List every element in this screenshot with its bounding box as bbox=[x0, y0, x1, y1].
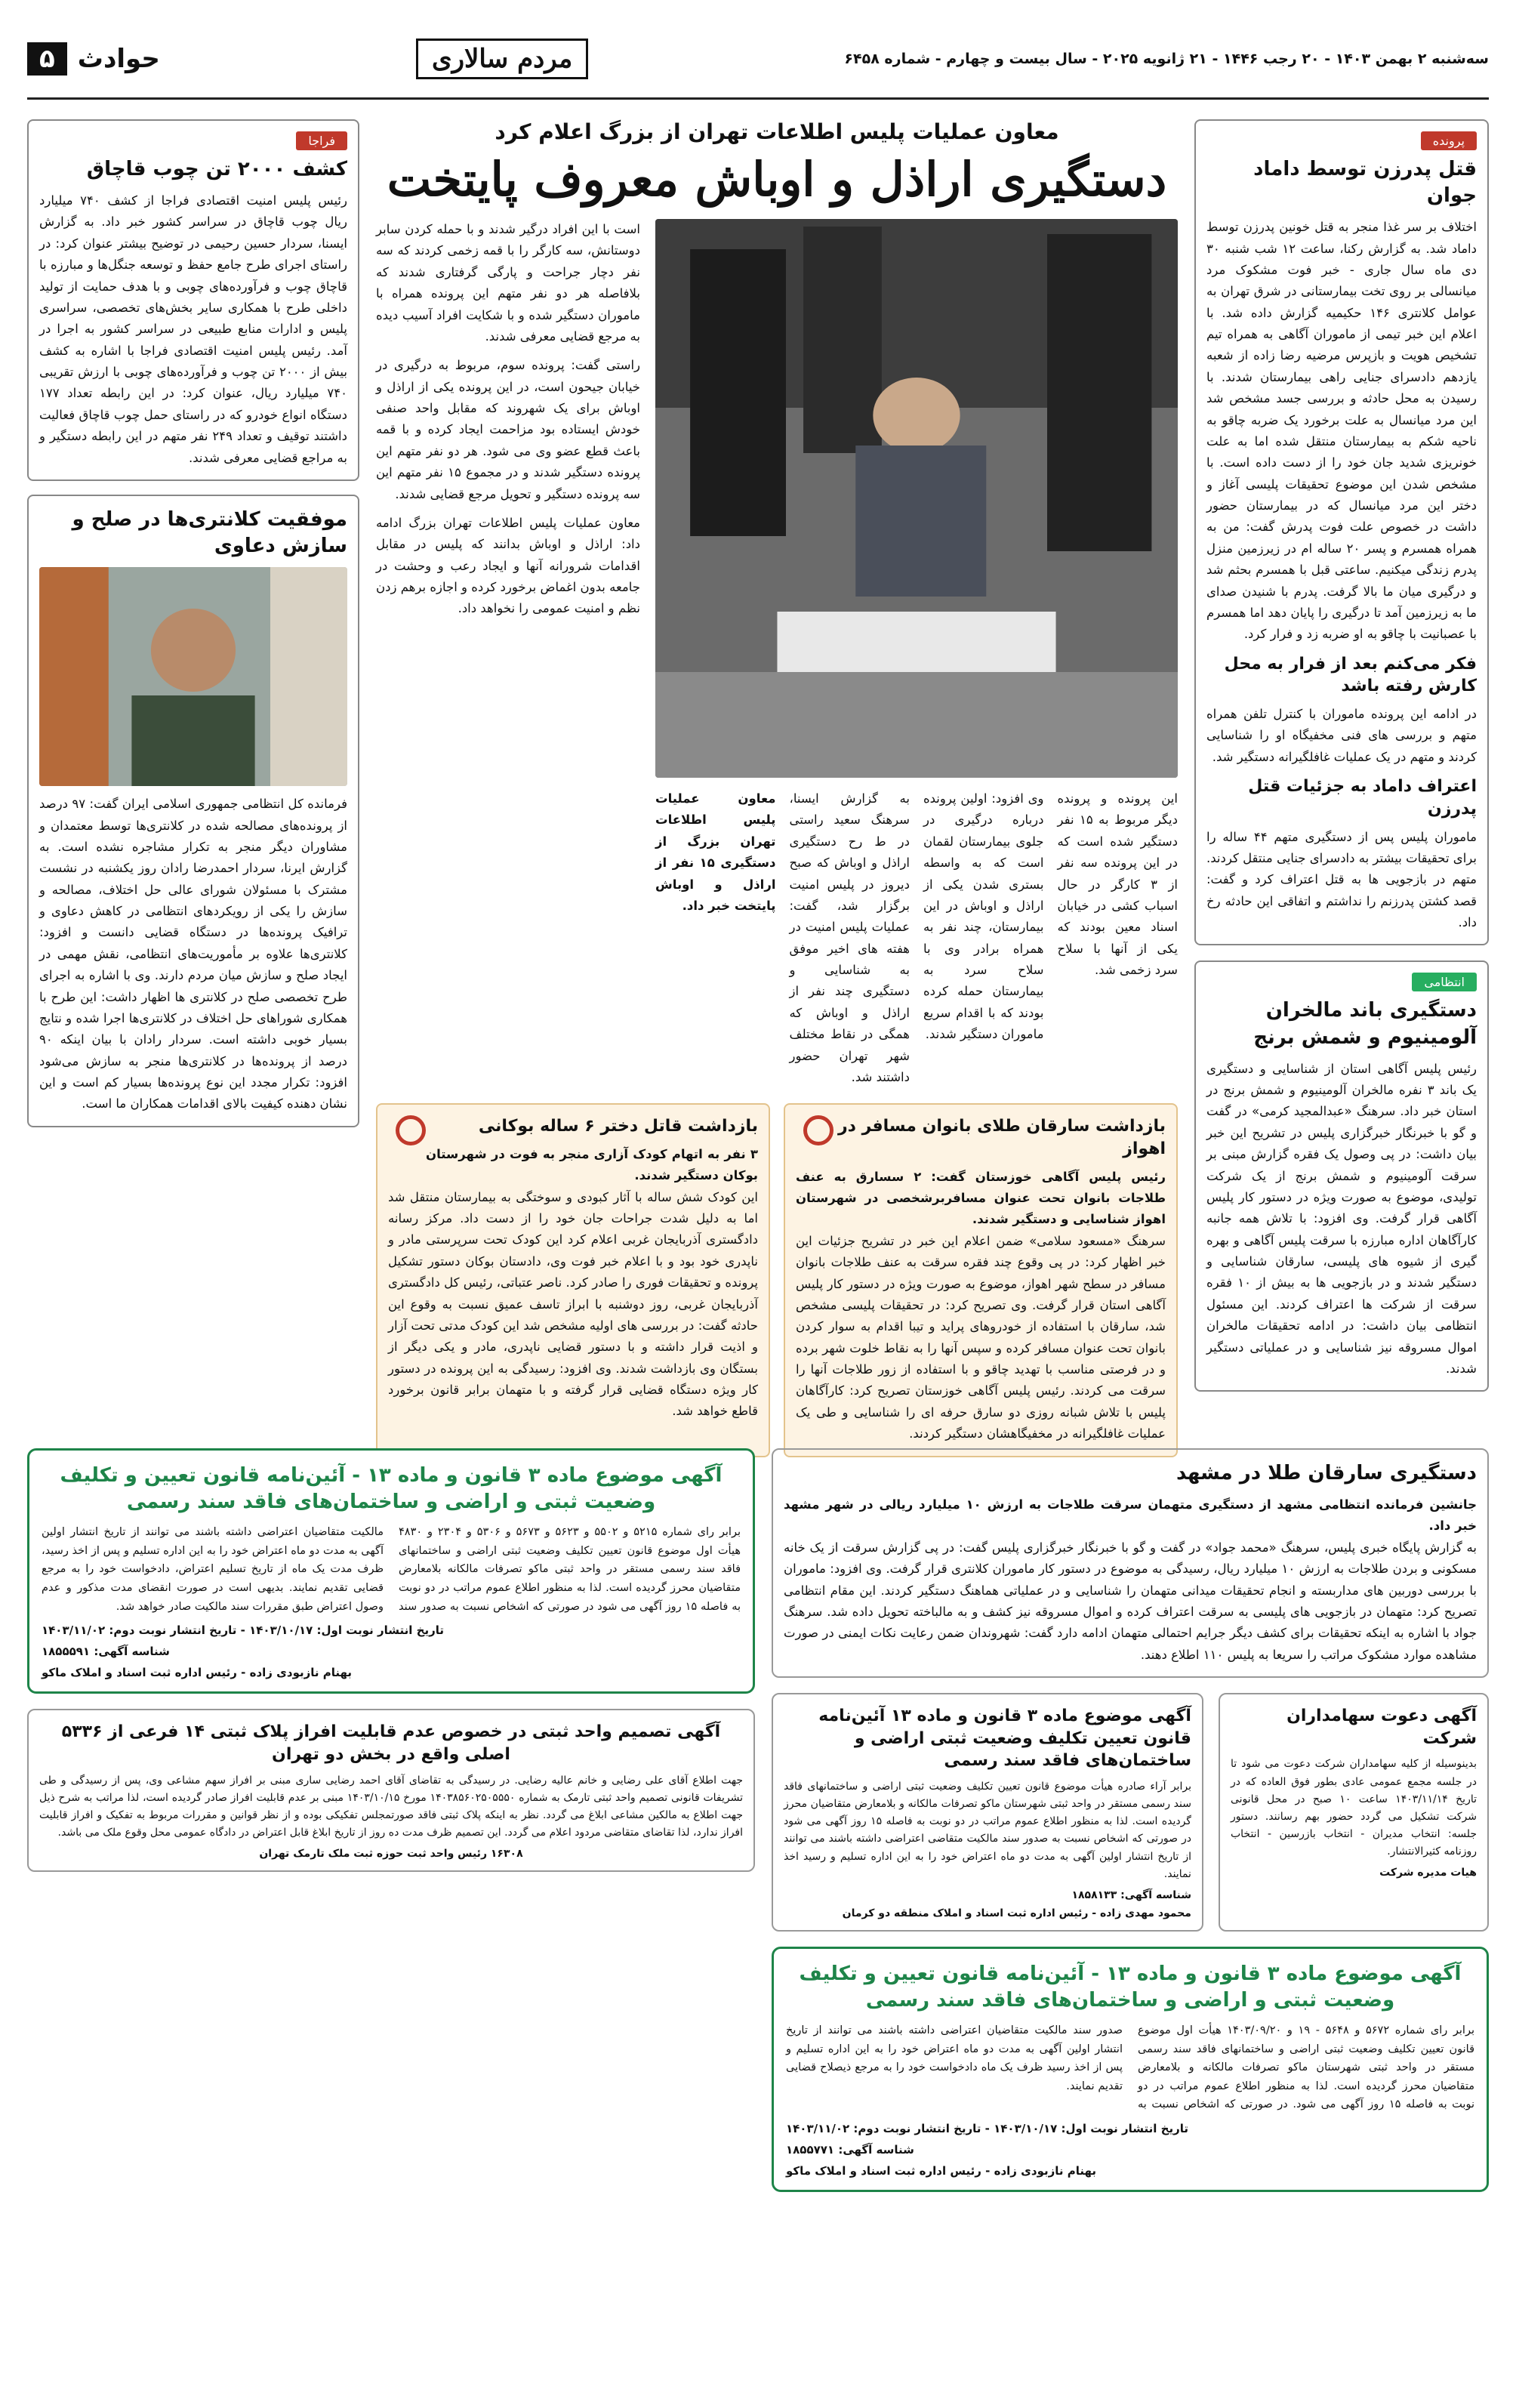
portrait-illustration bbox=[39, 567, 347, 786]
story-son-in-law bbox=[1194, 119, 1489, 945]
ad-registration-maku bbox=[27, 1448, 755, 1694]
story-body: رئیس پلیس آگاهی استان از شناسایی و دستگیری یک باند ۳ نفره مالخران آلومینیوم و شمش برنج در استان خبر داد. سرهنگ «عبدالمجید کرمی» در گفت و گو با خبرنگار خبرگزاری پلیس در تشریح این خبر بیان داشت: در پی وصول یک فقره گزارش مبنی بر سرقت آلومینیوم و شمش برنج از یک شرکت تولیدی، موضوع به صورت ویژه در دستور کار پلیس آگاهی قرار گرفت. وی افزود: با تلاش همه جانبه کارآگاهان اداره مبارزه با سرقت پلیس آگاهی و بهره گیری از شیوه های پلیسی، سارقان شناسایی و دستگیر شدند و در بازجویی ها به بیش از ۱۰ فقره سرقت از شرکت ها اعتراف کردند. این مسئول انتظامی بیان داشت: در ادامه تحقیقات مالخران اموال مسروقه نیز شناسایی و در عملیاتی دستگیر شدند. bbox=[1206, 1061, 1477, 1376]
story-body: رئیس پلیس امنیت اقتصادی فراجا از کشف ۷۴۰ میلیارد ریال چوب قاچاق در سراسر کشور خبر داد. به گزارش ایسنا، سردار حسین رحیمی در توضیح بیشتر عنوان کرد: در راستای اجرای طرح جامع حفظ و توسعه جنگل‌ها و مبارزه با قاچاق چوب و فرآورده‌های چوبی و با هدف حمایت از تولید داخلی طرح با همکاری سایر بخش‌های تخصصی، سراسری پلیس و ادارات منابع طبیعی در سراسر کشور به اجرا در آمد. رئیس پلیس امنیت اقتصادی فراجا با اشاره به کشف بیش از ۲۰۰۰ تن چوب و فرآورده‌های چوبی با ارزش تقریبی ۷۴۰ میلیارد ریال، عنوان کرد: در این رابطه تعداد ۱۷۷ دستگاه انواع خودرو که در راستای حمل چوب قاچاق فعالیت داشتند توقیف و تعداد ۲۴۹ نفر متهم در این رابطه دستگیر و به مراجع قضایی معرفی شدند. bbox=[39, 193, 347, 465]
ad-code: شناسه آگهی: ۱۸۵۸۱۳۳ bbox=[1071, 1888, 1191, 1901]
lead-side-b: راستی گفت: پرونده سوم، مربوط به درگیری در خیابان جیحون است، در این پرونده یکی از اراذل و اوباش برای یک شهروند که مقابل واحد صنفی خودش ایستاده بود مزاحمت ایجاد کرده و با قمه باعث قطع عضو وی می شود. هر دو نفر متهم این پرونده دستگیر شدند و در مجموع ۱۵ نفر متهم این سه پرونده دستگیر و تحویل مرجع قضایی شدند. bbox=[376, 358, 640, 501]
story-subtitle-2: اعتراف داماد به جزئیات قتل پدرزن bbox=[1248, 777, 1477, 819]
ad-signature: بهنام نازبودی زاده - رئیس اداره ثبت اسناد و املاک ماکو bbox=[42, 1666, 353, 1680]
upper-grid bbox=[27, 119, 1489, 1441]
story-title: بازداشت سارقان طلای بانوان مسافر در اهواز bbox=[837, 1117, 1166, 1158]
ad-registration-maku-2 bbox=[772, 1947, 1489, 2192]
ad-signature: بهنام نازبودی زاده - رئیس اداره ثبت اسناد و املاک ماکو bbox=[786, 2164, 1097, 2178]
story-ahvaz bbox=[784, 1103, 1178, 1457]
lead-col-c: وی افزود: اولین پرونده درباره درگیری در جلوی بیمارستان لقمان است که به واسطه بستری شدن یکی از اراذل و اوباش در این بیمارستان، چند نفر به همراه برادر وی با سلاح سرد به بیمارستان حمله کرده بودند که با اقدام سریع ماموران دستگیر شدند. bbox=[923, 791, 1044, 1042]
story-body: اختلاف بر سر غذا منجر به قتل خونین پدرزن توسط داماد شد. به گزارش رکنا، ساعت ۱۲ شب شنبه ۳۰ دی ماه سال جاری - خبر فوت مشکوک مرد میانسالی بر روی تخت بیمارستانی در شرق تهران به عوامل کلانتری ۱۴۶ حکیمیه گزارش داده شد. با اعلام این خبر تیمی از ماموران آگاهی به همراه تیم تشخیص هویت و بازپرس مرضیه رضا زاده از شعبه یازدهم دادسرای جنایی راهی بیمارستان شدند. با رسیدن به محل حادثه و بررسی جسد مشخص شد این مرد میانسال به علت برخورد یک ضربه چاقو به ناحیه شکم به بیمارستان منتقل شده اما به علت خونریزی شدید جان خود را از دست داده است. با مشخص شدن این موضوع تحقیقات پلیسی آغاز و دختر این مرد میانسال که در بیمارستان حضور داشت در خصوص علت فوت پدرش گفت: من به همراه همسرم و پسر ۲۰ ساله ام در زیرزمین منزل پدرم زندگی میکنیم. ساعتی قبل با همسرم بحثم شد و درگیری میان ما بالا گرفت. پدرم با شنیدن صدای ما به زیرزمین آمد تا درگیری را پایان دهد اما همسرم با عصبانیت با چاقو به او ضربه زد و فرار کرد. bbox=[1206, 220, 1477, 642]
date-line: سه‌شنبه ۲ بهمن ۱۴۰۳ - ۲۰ رجب ۱۴۴۶ - ۲۱ ژانویه ۲۰۲۵ - سال بیست و چهارم - شماره ۶۴۵۸ bbox=[844, 50, 1489, 67]
lead-columns bbox=[655, 788, 1178, 1088]
right-column bbox=[1194, 119, 1489, 1426]
story-sub-body: در ادامه این پرونده ماموران با کنترل تلفن همراه متهم و بررسی های فنی مخفیگاه او را شناسایی کردند و متهم در یک عملیات غافلگیرانه دستگیر شد. bbox=[1206, 707, 1477, 764]
lead-wrap bbox=[376, 219, 1178, 1088]
left-column bbox=[27, 119, 359, 1426]
story-aluminium-gang bbox=[1194, 960, 1489, 1392]
lower-ads-row bbox=[772, 1693, 1489, 1932]
ad-registration-kerman bbox=[772, 1693, 1203, 1932]
ad-dates: تاریخ انتشار نوبت اول: ۱۴۰۳/۱۰/۱۷ - تاریخ انتشار نوبت دوم: ۱۴۰۳/۱۱/۰۲ bbox=[42, 1623, 444, 1638]
arrest-photo-illustration bbox=[655, 219, 1178, 778]
pin-icon bbox=[396, 1115, 426, 1145]
story-title: موفقیت کلانتری‌ها در صلح و سازش دعاوی bbox=[72, 507, 347, 558]
ad-signature: هیات مدیره شرکت bbox=[1379, 1867, 1477, 1879]
lead-side-text bbox=[376, 219, 640, 1088]
story-title: دستگیری سارقان طلا در مشهد bbox=[1176, 1462, 1477, 1485]
lower-grid bbox=[27, 1448, 1489, 2408]
ad-title: آگهی موضوع ماده ۳ قانون و ماده ۱۳ - آئین‌نامه قانون تعیین و تکلیف وضعیت ثبتی و اراضی و ساختمان‌های فاقد سند رسمی bbox=[60, 1464, 723, 1514]
ad-title: آگهی موضوع ماده ۳ قانون و ماده ۱۳ - آئین‌نامه قانون تعیین و تکلیف وضعیت ثبتی و اراضی و ساختمان‌های فاقد سند رسمی bbox=[799, 1962, 1462, 2012]
logo-text: مردم سالاری bbox=[416, 39, 588, 79]
ad-title: آگهی دعوت سهامداران شرکت bbox=[1286, 1707, 1477, 1748]
lower-left-column bbox=[27, 1448, 755, 2408]
lower-right-row bbox=[772, 1448, 1489, 1678]
story-wood-smuggling bbox=[27, 119, 359, 481]
section-name: حوادث bbox=[77, 43, 160, 74]
ad-title: آگهی تصمیم واحد ثبتی در خصوص عدم قابلیت افراز پلاک ثبتی ۱۴ فرعی از ۵۳۳۶ اصلی واقع در بخش دو تهران bbox=[61, 1722, 721, 1765]
ad-signature: ۱۶۳۰۸ رئیس واحد ثبت حوزه ثبت ملک تارمک تهران bbox=[259, 1848, 523, 1861]
kicker-badge: پرونده bbox=[1421, 131, 1477, 150]
story-body: به گزارش پایگاه خبری پلیس، سرهنگ «محمد جواد» در گفت و گو با خبرنگار خبرگزاری پلیس گفت: در پی گزارش سرقت از یک خانه مسکونی و بردن طلاجات به ارزش ۱۰ میلیارد ریال، رسیدگی به موضوع در دستور کار ماموران کلانتری قرار گرفت. وی افزود: ماموران با بررسی دوربین های مداربسته و انجام تحقیقات میدانی متهمان را شناسایی و در عملیاتی هماهنگ دستگیر کردند. این مقام انتظامی تصریح کرد: متهمان در بازجویی های پلیسی به سرقت اعتراف کرده و اموال مسروقه نیز کشف و به مالباخته تحویل داده شد. سرهنگ جواد با اشاره به اینکه تحقیقات برای کشف دیگر جرایم احتمالی متهمان ادامه دارد گفت: شهروندان ضمن رعایت نکات ایمنی در صورت مشاهده موارد مشکوک مراتب را سریعا به پلیس ۱۱۰ اطلاع دهند. bbox=[784, 1540, 1477, 1662]
story-bukan bbox=[376, 1103, 770, 1457]
story-police-mediation bbox=[27, 495, 359, 1127]
ad-title: آگهی موضوع ماده ۳ قانون و ماده ۱۳ آئین‌نامه قانون تعیین تکلیف وضعیت ثبتی اراضی و ساختمان‌های فاقد سند رسمی bbox=[818, 1707, 1191, 1771]
story-title: کشف ۲۰۰۰ تن چوب قاچاق bbox=[86, 158, 347, 180]
story-sub-body-2: ماموران پلیس پس از دستگیری متهم ۴۴ ساله را برای تحقیقات بیشتر به دادسرای جنایی منتقل کردند. متهم در بازجویی ها به قتل اعتراف کرد و گفت: قصد کشتن پدرزنم را نداشتم و اتفاقی این حادثه رخ داد. bbox=[1206, 829, 1477, 930]
lead-side-c: معاون عملیات پلیس اطلاعات تهران بزرگ ادامه داد: اراذل و اوباش بدانند که پلیس در مقابل اقدامات شرورانه آنها و ایجاد رعب و وحشت در جامعه بدون اغماض برخورد کرده و اجازه برهم زدن نظم و امنیت عمومی را نخواهد داد. bbox=[376, 515, 640, 616]
ad-partition-tehran bbox=[27, 1709, 755, 1872]
masthead bbox=[27, 30, 1489, 100]
ad-body: برابر آراء صادره هیأت موضوع قانون تعیین تکلیف وضعیت ثبتی اراضی و ساختمانهای فاقد سند رسمی مستقر در واحد ثبتی شهرستان ماکو تصرفات مالکانه و بلامعارض متقاضیان محرز گردیده است. لذا به منظور اطلاع عموم مراتب در دو نوبت به فاصله ۱۵ روز آگهی می شود در صورتی که اشخاص نسبت به صدور سند مالکیت متقاضی اعتراضی داشته باشند می توانند از تاریخ انتشار اولین آگهی به مدت دو ماه اعتراض خود را به این اداره تسلیم و رسید اخذ نمایند. bbox=[784, 1781, 1191, 1880]
police-chief-photo bbox=[39, 567, 347, 786]
lead-col-d: این پرونده و پرونده دیگر مربوط به ۱۵ نفر دستگیر شده است که در این پرونده سه نفر از ۳ کارگر در حال اسباب کشی در خیابان اسناد معین بودند که یکی از آنها با سلاح سرد زخمی شد. bbox=[1057, 791, 1178, 977]
lead-title: دستگیری اراذل و اوباش معروف پایتخت bbox=[387, 152, 1167, 207]
ad-body: برابر رای شماره ۵۲۱۵ و ۵۵۰۲ و ۵۶۲۳ و ۵۶۷۳ و ۵۳۰۶ و ۲۳۰۴ و ۴۸۳۰ هیأت اول موضوع قانون تعیین تکلیف وضعیت ثبتی اراضی و ساختمانهای فاقد سند رسمی مستقر در واحد ثبتی ماکو تصرفات مالکانه بلامعارض متقاضیان محرز گردیده است. لذا به منظور اطلاع عموم مراتب در دو نوبت به فاصله ۱۵ روز آگهی می شود در صورتی که اشخاص نسبت به صدور سند مالکیت متقاضیان اعتراضی داشته باشند می توانند از تاریخ انتشار اولین آگهی به مدت دو ماه اعتراض خود را به این اداره تسلیم و پس از اخذ رسید، ظرف مدت یک ماه از تاریخ تسلیم اعتراض، دادخواست خود را به مرجع قضایی تقدیم نمایند. بدیهی است در صورت انقضای مدت مذکور و عدم وصول اعتراض طبق مقررات سند مالکیت صادر خواهد شد. bbox=[42, 1526, 741, 1613]
ad-code: شناسه آگهی: ۱۸۵۵۷۷۱ bbox=[786, 2143, 914, 2157]
ad-signature: محمود مهدی زاده - رئیس اداره ثبت اسناد و املاک منطقه دو کرمان bbox=[842, 1907, 1191, 1919]
lead-sup-title: معاون عملیات پلیس اطلاعات تهران از بزرگ اعلام کرد bbox=[495, 119, 1059, 144]
ad-shareholders bbox=[1219, 1693, 1489, 1932]
page-number: ۵ bbox=[27, 42, 67, 76]
lead-media bbox=[655, 219, 1178, 1088]
ad-code: شناسه آگهی: ۱۸۵۵۵۹۱ bbox=[42, 1645, 170, 1659]
ad-dates: تاریخ انتشار نوبت اول: ۱۴۰۳/۱۰/۱۷ - تاریخ انتشار نوبت دوم: ۱۴۰۳/۱۱/۰۲ bbox=[786, 2122, 1188, 2136]
lower-right-column bbox=[772, 1448, 1489, 2408]
section-header bbox=[27, 42, 160, 76]
ad-body: بدینوسیله از کلیه سهامداران شرکت دعوت می شود تا در جلسه مجمع عمومی عادی بطور فوق العاده که در تاریخ ۱۴۰۳/۱۱/۱۴ ساعت ۱۰ صبح در محل قانونی شرکت تشکیل می گردد حضور بهم رسانند. دستور جلسه: انتخاب مدیران - انتخاب بازرسین - انتخاب روزنامه کثیرالانتشار. bbox=[1230, 1758, 1477, 1858]
story-body: سرهنگ «مسعود سلامی» ضمن اعلام این خبر در تشریح جزئیات این خبر اظهار کرد: در پی وقوع چند فقره سرقت به عنف طلاجات بانوان مسافر در سطح شهر اهواز، موضوع به صورت ویژه در دستور کار پلیس آگاهی استان قرار گرفت. وی تصریح کرد: در تحقیقات پلیسی مشخص شد، سارقان با استفاده از خودروهای پراید و تیبا اقدام به سوار کردن بانوان تحت عنوان مسافر کرده و سپس آنها را به نقاط خلوت شهر برده و در فرصتی مناسب با تهدید چاقو و با استفاده از زور طلاجات آنها را سرقت می کردند. رئیس پلیس آگاهی خوزستان تصریح کرد: کارآگاهان پلیس با تلاش شبانه روزی دو سارق حرفه ای را شناسایی و طی یک عملیات غافلگیرانه در مخفیگاهشان دستگیر کردند. bbox=[796, 1233, 1166, 1441]
story-lead: رئیس پلیس آگاهی خوزستان گفت: ۲ سسارق به عنف طلاجات بانوان تحت عنوان مسافربرشخصی در شهرستان اهواز شناسایی و دستگیر شدند. bbox=[796, 1169, 1166, 1227]
logo bbox=[416, 39, 588, 79]
lead-photo bbox=[655, 219, 1178, 778]
lead-col-b: به گزارش ایسنا، سرهنگ سعید راستی در ط رح دستگیری اراذل و اوباش که صبح دیروز در پلیس امنیت برگزار شد، گفت: عملیات پلیس امنیت در هفته های اخیر موفق به شناسایی و دستگیری چند نفر از اراذل و اوباش که همگی در نقاط مختلف شهر تهران حضور داشتند شد. bbox=[789, 791, 910, 1084]
lead-side-a: است با این افراد درگیر شدند و با حمله کردن سابر دوستانش، سه کارگر را با قمه زخمی کردند که سه نفر دچار جراحت و پارگی گرفتاری شدند که بلافاصله هر دو نفر متهم این پرونده همراه با ماموران دستگیر شده و با شکایت افراد آسیب دیده به مرجع قضایی معرفی شدند. bbox=[376, 222, 640, 344]
secondary-boxes bbox=[376, 1103, 1178, 1457]
story-mashhad bbox=[772, 1448, 1489, 1678]
story-title: بازداشت قاتل دختر ۶ ساله بوکانی bbox=[478, 1117, 758, 1136]
story-body: این کودک شش ساله با آثار کبودی و سوختگی به بیمارستان منتقل شد اما به دلیل شدت جراحات جان خود را از دست داد. مرکز رسانه دادگستری آذربایجان غربی اعلام کرد این کودک تحت سرپرستی مادر و ناپدری خود بود و با اعلام خبر فوت وی، دادستان بوکان دستور تشکیل پرونده و تحقیقات فوری را صادر کرد. ناصر عتباتی، رئیس کل دادگستری آذربایجان غربی، روز دوشنبه با ابراز تاسف عمیق نسبت به وقوع این حادثه گفت: در بررسی های اولیه مشخص شد این کودک مدتی تحت آزار و اذیت قرار داشته و با دستور قضایی ناپدری، مادر و یکی دیگر از بستگان وی بازداشت شدند. وی افزود: رسیدگی به این پرونده در دستور کار ویژه دستگاه قضایی قرار گرفته و با متهمان برابر قانون برخورد قاطع خواهد شد. bbox=[388, 1189, 758, 1419]
story-subtitle: فکر می‌کنم بعد از فرار به محل کارش رفته باشد bbox=[1224, 654, 1477, 696]
story-body: فرمانده کل انتظامی جمهوری اسلامی ایران گفت: ۹۷ درصد از پرونده‌های مصالحه شده در کلانتری‌ها توسط معتمدان و مشاوران دیگر منجر به تکرار مشاجره نشده است. به گزارش ایرنا، سردار احمدرضا رادان روز یکشنبه در نشست مشترک با مسئولان شورای عالی حل اختلاف، مصالحه و سازش را یکی از رویکردهای انتظامی در کاهش دعاوی و ترافیک پرونده‌ها در دستگاه قضایی دانست و افزود: کلانتری‌ها علاوه بر مأموریت‌های انتظامی، نقش مهمی در ایجاد صلح و سازش میان مردم دارند. وی با اشاره به اجرای طرح تخصصی صلح در کلانتری ها اظهار داشت: این طرح با همکاری شوراهای حل اختلاف در کلانتری‌ها اجرا شده و نتایج بسیار خوبی داشته است. سردار رادان با بیان اینکه ۹۰ درصد از پرونده‌ها در کلانتری‌ها منجر به سازش می‌شود افزود: تکرار مجدد این نوع پرونده‌ها بسیار کم است و این نشان دهنده کیفیت بالای اقدامات همکاران ما است. bbox=[39, 797, 348, 1112]
ad-body: جهت اطلاع آقای علی رضایی و خانم عالیه رضایی. در رسیدگی به تقاضای آقای احمد رضایی ساری مبنی بر افراز سهم مشاعی وی، پس از رسیدگی و طی تشریفات قانونی تصمیم واحد ثبتی تارمک به شماره ۱۴۰۳۸۵۶۰۲۵۰۵۵۵۰ مورخ ۱۴۰۳/۱۰/۱۵ مبنی بر عدم قابلیت افراز صادر گردیده است، لذا مراتب به شرح ذیل جهت اطلاع به مالکین مشاعی ابلاغ می گردد. نظر به اینکه پلاک ثبتی فاقد صورتمجلس تفکیکی بوده و از نظر قوانین و مقررات مربوط به تفکیک و افراز قابلیت افراز ندارد، لذا تقاضای متقاضی مردود اعلام می گردد. این تصمیم ظرف مدت ده روز از تاریخ ابلاغ قابل اعتراض در دادگاه عمومی محل وقوع ملک می باشد. bbox=[39, 1774, 743, 1839]
kicker-badge: فراجا bbox=[296, 131, 347, 150]
story-title: قتل پدرزن توسط داماد جوان bbox=[1253, 158, 1477, 208]
story-lead: ۳ نفر به اتهام کودک آزاری منجر به فوت در شهرستان بوکان دستگیر شدند. bbox=[426, 1146, 758, 1183]
pin-icon bbox=[803, 1115, 833, 1145]
story-title: دستگیری باند مالخران آلومینیوم و شمش برنج bbox=[1253, 999, 1477, 1049]
ad-body: برابر رای شماره ۵۶۷۲ و ۵۶۴۸ - ۱۹ و ۱۴۰۳/۰۹/۲۰ هیأت اول موضوع قانون تعیین تکلیف وضعیت ثبتی اراضی و ساختمانهای فاقد سند رسمی مستقر در واحد ثبتی شهرستان ماکو تصرفات مالکانه و بلامعارض متقاضیان محرز گردیده است. لذا به منظور اطلاع عموم مراتب در دو نوبت به فاصله ۱۵ روز آگهی می شود. در صورتی که اشخاص نسبت به صدور سند مالکیت متقاضیان اعتراضی داشته باشند می توانند از تاریخ انتشار اولین آگهی به مدت دو ماه اعتراض خود را به این اداره تسلیم و پس از اخذ رسید ظرف یک ماه دادخواست خود را به مرجع ذیصلاح قضایی تقدیم نمایند. bbox=[786, 2024, 1474, 2111]
story-lead: جانشین فرمانده انتظامی مشهد از دستگیری متهمان سرقت طلاجات به ارزش ۱۰ میلیارد ریالی در شهر مشهد خبر داد. bbox=[784, 1497, 1477, 1534]
kicker-badge: انتظامی bbox=[1412, 973, 1477, 991]
lead-col-a: معاون عملیات پلیس اطلاعات تهران بزرگ از دستگیری ۱۵ نفر از اراذل و اوباش پایتخت خبر داد. bbox=[655, 791, 776, 913]
lead-story bbox=[376, 119, 1178, 1441]
